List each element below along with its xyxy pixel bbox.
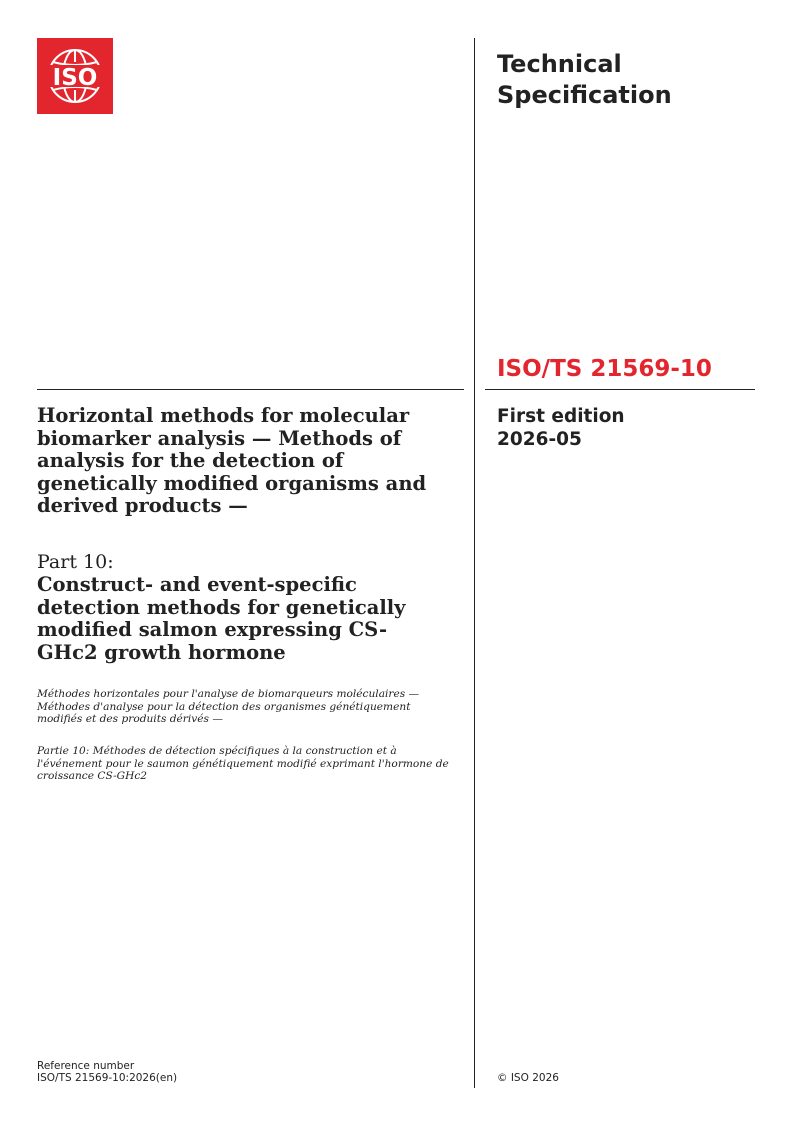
iso-logo-text: ISO (52, 65, 98, 91)
reference-number-value: ISO/TS 21569-10:2026(en) (37, 1072, 178, 1084)
document-type: Technical Specification (497, 50, 672, 109)
vertical-divider (474, 38, 475, 1088)
part-title: Construct- and event-specific detection methods for genetically modified salmon expressing CS-GHc2 growth hormone (37, 573, 406, 664)
document-number: ISO/TS 21569-10 (497, 356, 712, 382)
right-horizontal-rule (485, 389, 755, 390)
reference-number-label: Reference number (37, 1060, 135, 1072)
left-horizontal-rule (37, 389, 464, 390)
iso-globe-logo-icon (37, 38, 113, 114)
edition-date: 2026-05 (497, 429, 582, 450)
french-part-title: Partie 10: Méthodes de détection spécifiques à la construction et à l'événement pour le saumon génétiquement modifié exprimant l'hormone de croissance CS-GHc2 (37, 745, 449, 782)
main-title: Horizontal methods for molecular biomarker analysis — Methods of analysis for the detection of genetically modified organisms and derived products — (37, 404, 427, 517)
edition-block (497, 405, 757, 451)
iso-logo (37, 38, 113, 114)
french-main-title: Méthodes horizontales pour l'analyse de biomarqueurs moléculaires — Méthodes d'analyse pour la détection des organismes génétiquement modifiés et des produits dérivés — (37, 688, 420, 725)
copyright-notice: © ISO 2026 (497, 1072, 559, 1084)
edition-label: First edition (497, 406, 625, 427)
part-label: Part 10: (37, 551, 114, 573)
